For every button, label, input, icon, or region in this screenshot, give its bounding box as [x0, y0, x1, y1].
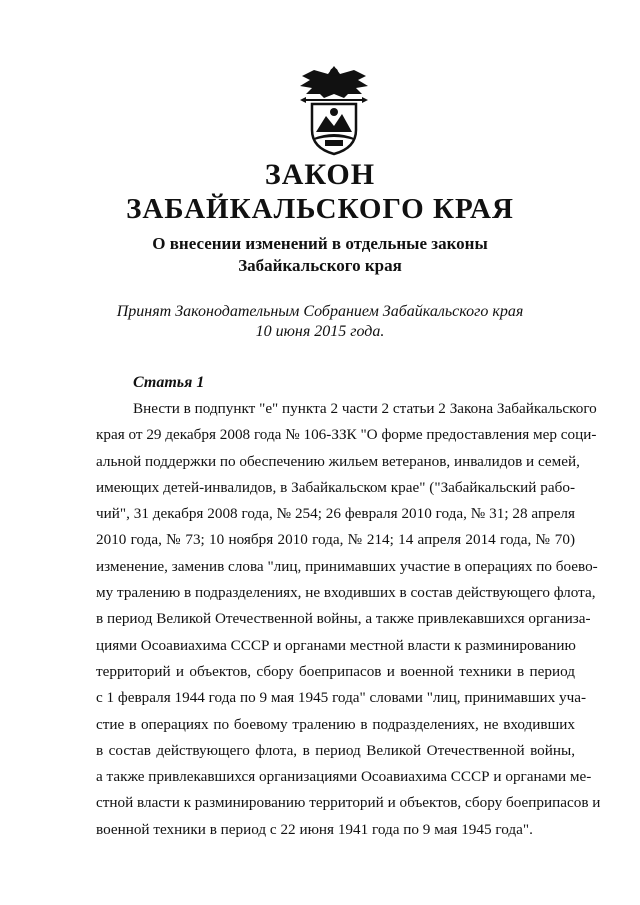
adoption-note	[0, 302, 640, 342]
body-line: стной власти к разминированию территорий и объектов, сбору боеприпасов и	[96, 794, 601, 812]
article-body	[96, 396, 601, 843]
zabaykalsky-coat-of-arms-icon	[298, 60, 370, 156]
body-line: циями Осоавиахима СССР и органами местной власти к разминированию	[96, 636, 576, 654]
body-line: 2010 года, № 73; 10 ноября 2010 года, № 214; 14 апреля 2014 года, № 70)	[96, 531, 575, 549]
body-line: в период Великой Отечественной войны, а также привлекавшихся организа-	[96, 610, 591, 628]
body-line: альной поддержки по обеспечению жильем ветеранов, инвалидов и семей,	[96, 452, 580, 470]
body-line: Внести в подпункт "е" пункта 2 части 2 статьи 2 Закона Забайкальского	[133, 400, 597, 417]
body-line: с 1 февраля 1944 года по 9 мая 1945 года" словами "лиц, принимавших уча-	[96, 689, 587, 707]
law-title: ЗАКОН	[264, 158, 376, 191]
adoption-date: 10 июня 2015 года.	[255, 323, 385, 340]
body-line: в состав действующего флота, в период Великой Отечественной войны,	[96, 741, 575, 759]
article-heading: Статья 1	[133, 374, 205, 391]
law-region-title: ЗАБАЙКАЛЬСКОГО КРАЯ	[126, 193, 514, 225]
subtitle-line: Забайкальского края	[238, 256, 402, 275]
body-line: изменение, заменив слова "лиц, принимавших участие в операциях по боево-	[96, 557, 598, 575]
body-line: территорий и объектов, сбору боеприпасов и военной техники в период	[96, 662, 575, 680]
body-line: стие в операциях по боевому тралению в подразделениях, не входивших	[96, 715, 575, 733]
law-subtitle	[0, 233, 640, 277]
body-line: военной техники в период с 22 июня 1941 года по 9 мая 1945 года".	[96, 820, 533, 838]
adoption-line: Принят Законодательным Собранием Забайкальского края	[116, 303, 524, 320]
body-line: имеющих детей-инвалидов, в Забайкальском крае" ("Забайкальский рабо-	[96, 478, 575, 496]
body-line: а также привлекавшихся организациями Осоавиахима СССР и органами ме-	[96, 768, 592, 786]
body-line: края от 29 декабря 2008 года № 106-ЗЗК "О форме предоставления мер соци-	[96, 426, 597, 444]
body-line: му тралению в подразделениях, не входивших в состав действующего флота,	[96, 584, 596, 602]
subtitle-line: О внесении изменений в отдельные законы	[152, 234, 488, 253]
body-line: чий", 31 декабря 2008 года, № 254; 26 февраля 2010 года, № 31; 28 апреля	[96, 505, 575, 523]
